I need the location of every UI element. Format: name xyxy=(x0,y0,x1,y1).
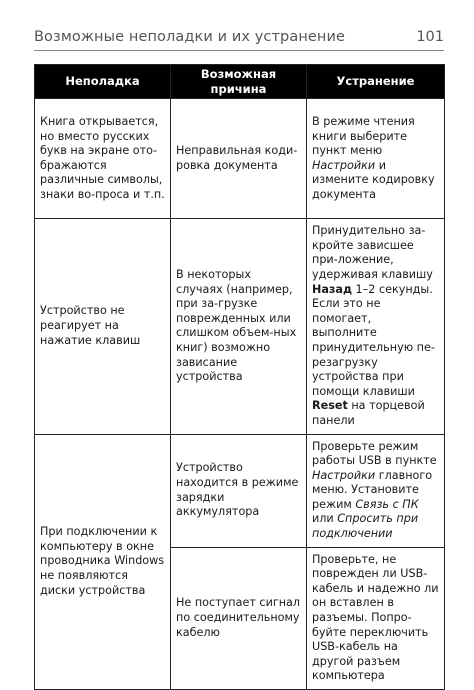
cause-cell: В некоторых случаях (например, при за-грузке поврежденных или слишком объем-ных книг) возможно зависание устройства xyxy=(171,219,307,434)
fix-text: и измените кодировку документа xyxy=(312,158,435,201)
fix-cell xyxy=(307,434,445,547)
fix-cell xyxy=(307,99,445,219)
page-title: Возможные неполадки и их устранение xyxy=(34,29,346,45)
header-divider xyxy=(34,50,444,51)
menu-reference: Связь с ПК xyxy=(355,497,419,511)
fix-text: Проверьте режим работы USB в пункте xyxy=(312,439,437,468)
fix-text: на торцевой панели xyxy=(312,399,425,427)
table-header-row xyxy=(35,65,445,99)
page-header xyxy=(34,27,444,51)
fix-text: 1–2 секунды. Если это не помогает, выполните принудительную пе-резагрузку устройства при помощи клавиши xyxy=(312,282,435,398)
key-reference: Назад xyxy=(312,282,352,296)
troubleshooting-table xyxy=(34,64,445,690)
fix-cell xyxy=(307,219,445,434)
fix-text: В режиме чтения книги выберите пункт меню xyxy=(312,114,415,158)
cause-cell: Неправильная коди-ровка документа xyxy=(171,99,307,219)
table-row xyxy=(35,219,445,434)
fix-text: главного меню. Установите режим xyxy=(312,468,433,511)
fix-text: или xyxy=(312,512,338,526)
table-row xyxy=(35,99,445,219)
column-header-cause: Возможная причина xyxy=(171,65,307,99)
cause-cell: Не поступает сигнал по соединительному кабелю xyxy=(171,547,307,689)
problem-cell: При подключении к компьютеру в окне проводника Windows не появляются диски устройства xyxy=(35,434,171,690)
problem-cell: Книга открывается, но вместо русских букв на экране ото-бражаются различные символы, знаки во-проса и т.п. xyxy=(35,99,171,219)
fix-text: Принудительно за-кройте зависшее при-ложение, удерживая клавишу xyxy=(312,224,433,281)
menu-reference: Настройки xyxy=(312,158,376,172)
table-row xyxy=(35,434,445,547)
column-header-fix: Устранение xyxy=(307,65,445,99)
menu-reference: Настройки xyxy=(312,468,376,482)
key-reference: Reset xyxy=(312,399,348,413)
cause-cell: Устройство находится в режиме зарядки аккумулятора xyxy=(171,434,307,547)
fix-cell: Проверьте, не поврежден ли USB-кабель и надежно ли он вставлен в разъемы. Попро-буйте переключить USB-кабель на другой разъем компьютера xyxy=(307,547,445,689)
problem-cell: Устройство не реагирует на нажатие клавиш xyxy=(35,219,171,434)
column-header-problem: Неполадка xyxy=(35,65,171,99)
page-number: 101 xyxy=(416,29,444,45)
menu-reference: Спросить при подключении xyxy=(312,512,419,541)
